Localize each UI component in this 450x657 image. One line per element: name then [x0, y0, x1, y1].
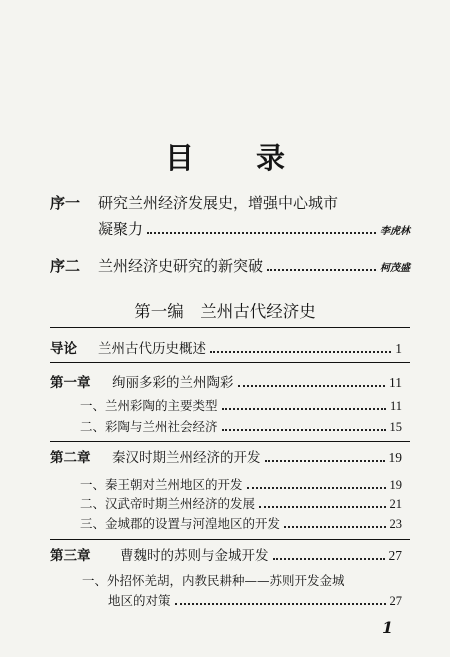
chapter2-page: 19: [388, 450, 402, 465]
leader-dots: [259, 506, 385, 508]
preface1-title-line1: 研究兰州经济发展史，增强中心城市: [98, 194, 339, 212]
toc-entry-ch1-sec1[interactable]: [80, 396, 402, 414]
divider: [50, 362, 410, 363]
section-page: 19: [389, 478, 402, 492]
chapter2-label: 第二章: [50, 450, 91, 466]
section-page: 27: [389, 594, 402, 608]
toc-entry-preface1[interactable]: [50, 192, 338, 213]
intro-page: 1: [395, 341, 402, 356]
toc-entry-intro[interactable]: [50, 337, 402, 357]
intro-label: 导论: [50, 341, 77, 357]
leader-dots: [273, 558, 385, 560]
chapter1-title: 绚丽多彩的兰州陶彩: [112, 375, 234, 391]
chapter3-title: 曹魏时的苏则与金城开发: [120, 548, 269, 564]
section-title: 三、金城郡的设置与河湟地区的开发: [80, 516, 281, 531]
section-page: 21: [389, 497, 402, 511]
toc-entry-chapter1[interactable]: [50, 371, 402, 391]
intro-title: 兰州古代历史概述: [98, 341, 206, 357]
section-title: 一、外招怀羌胡，内教民耕种——苏则开发金城: [82, 573, 345, 588]
toc-entry-preface2[interactable]: [50, 255, 410, 276]
page-number: 1: [382, 618, 394, 637]
preface1-label: 序一: [50, 194, 81, 212]
leader-dots: [175, 603, 386, 605]
page-title: 目 录: [164, 141, 312, 175]
toc-entry-ch2-sec2[interactable]: [80, 494, 402, 512]
section-page: 11: [389, 399, 402, 413]
toc-entry-preface1-cont[interactable]: [98, 218, 410, 239]
section-title-cont: 地区的对策: [108, 593, 171, 608]
preface2-label: 序二: [50, 257, 81, 275]
chapter1-page: 11: [389, 375, 402, 390]
section-title: 一、秦王朝对兰州地区的开发: [80, 477, 243, 492]
section-page: 15: [389, 420, 402, 434]
section-title: 二、汉武帝时期兰州经济的发展: [80, 496, 256, 511]
leader-dots: [265, 460, 385, 462]
toc-entry-ch3-sec1-cont[interactable]: [108, 591, 402, 609]
preface1-title-line2: 凝聚力: [98, 220, 144, 238]
divider: [50, 441, 410, 442]
preface2-title: 兰州经济史研究的新突破: [98, 257, 264, 275]
toc-entry-ch3-sec1[interactable]: [82, 571, 345, 589]
toc-entry-chapter3[interactable]: [50, 544, 402, 564]
chapter3-label: 第三章: [50, 548, 91, 564]
toc-entry-ch1-sec2[interactable]: [80, 417, 402, 435]
toc-entry-ch2-sec3[interactable]: [80, 514, 402, 532]
section-title: 一、兰州彩陶的主要类型: [80, 398, 218, 413]
chapter2-title: 秦汉时期兰州经济的开发: [112, 450, 261, 466]
part1-heading: 第一编 兰州古代经济史: [134, 302, 316, 321]
leader-dots: [222, 429, 386, 431]
toc-entry-ch2-sec1[interactable]: [80, 475, 402, 493]
leader-dots: [210, 351, 391, 353]
preface1-author: 李虎林: [380, 226, 410, 237]
chapter1-label: 第一章: [50, 375, 91, 391]
divider: [50, 327, 410, 328]
chapter3-page: 27: [388, 548, 402, 563]
leader-dots: [284, 526, 385, 528]
preface2-author: 柯茂盛: [380, 263, 410, 274]
section-title: 二、彩陶与兰州社会经济: [80, 419, 218, 434]
leader-dots: [222, 408, 386, 410]
divider: [50, 539, 410, 540]
section-page: 23: [389, 517, 402, 531]
leader-dots: [267, 269, 376, 271]
leader-dots: [147, 232, 376, 234]
toc-entry-chapter2[interactable]: [50, 446, 402, 466]
leader-dots: [238, 385, 386, 387]
leader-dots: [247, 487, 386, 489]
